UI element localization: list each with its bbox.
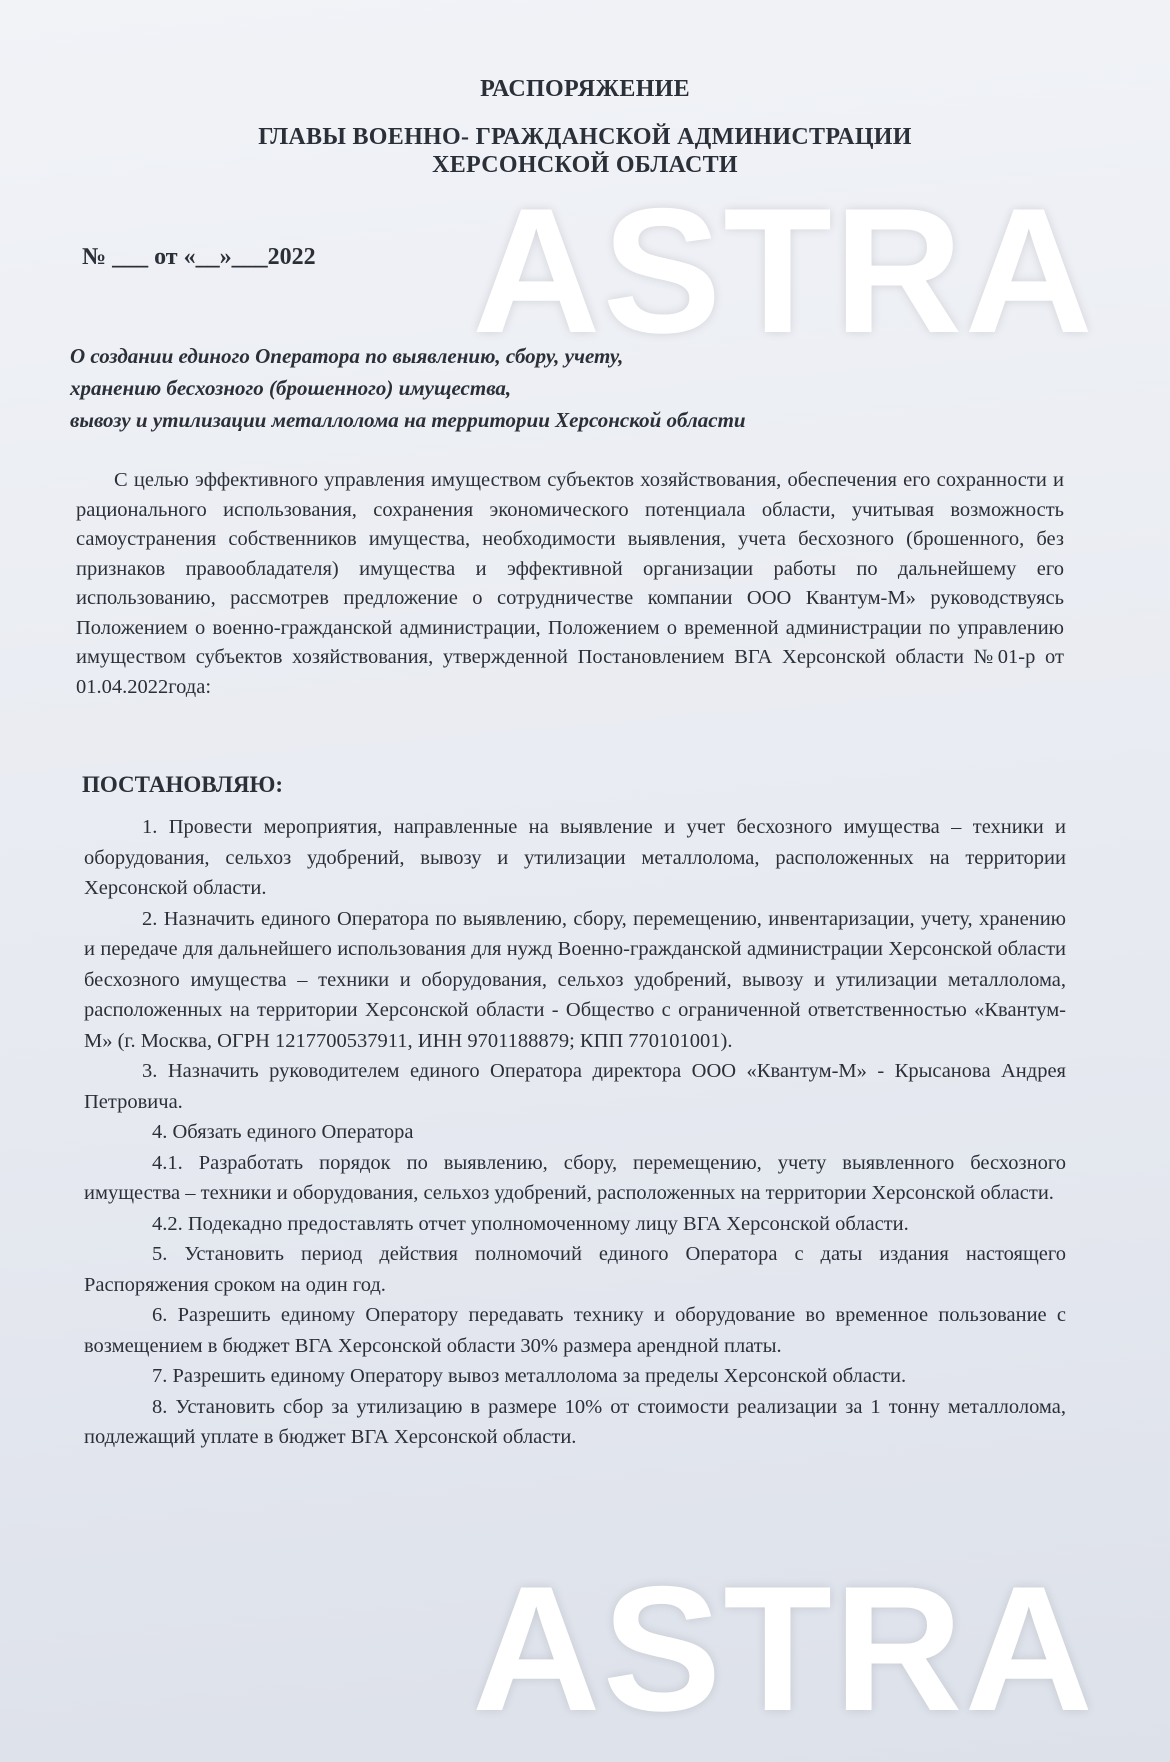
subject-line: вывозу и утилизации металлолома на территории Херсонской области <box>70 408 746 432</box>
decree-item-3: 3. Назначить руководителем единого Оператора директора ООО «Квантум-М» - Крысанова Андрея Петровича. <box>84 1060 1066 1113</box>
decree-item-5: 5. Установить период действия полномочий единого Оператора с даты издания настоящего Распоряжения сроком на один год. <box>84 1243 1066 1296</box>
astra-watermark-bottom: ASTRA <box>472 1549 1096 1748</box>
preamble-paragraph: С целью эффективного управления имуществом субъектов хозяйствования, обеспечения его сохранности и рационального использования, сохранения экономического потенциала области, учитывая возможность самоустранения собственников имущества, необходимости выявления, учета бесхозного (брошенного, без признаков правообладателя) имущества и эффективной организации работы по дальнейшему его использованию, рассмотрев предложение о сотрудничестве компании ООО Квантум-М» руководствуясь Положением о военно-гражданской администрации, Положением о временной администрации по управлению имуществом субъектов хозяйствования, утвержденной Постановлением ВГА Херсонской области №01-р от 01.04.2022года: <box>76 469 1064 698</box>
decree-item-4: 4. Обязать единого Оператора <box>152 1121 414 1143</box>
decree-item-6: 6. Разрешить единому Оператору передавать технику и оборудование во временное пользование с возмещением в бюджет ВГА Херсонской области 30% размера арендной платы. <box>84 1304 1066 1357</box>
decree-item-2: 2. Назначить единого Оператора по выявлению, сбору, перемещению, инвентаризации, учету, хранению и передаче для дальнейшего использования для нужд Военно-гражданской администрации Херсонской области бесхозного имущества – техники и оборудования, сельхоз удобрений, вывозу и утилизации металлолома, расположенных на территории Херсонской области - Общество с ограниченной ответственностью «Квантум-М» (г. Москва, ОГРН 1217700537911, ИНН 9701188879; КПП 770101001). <box>84 907 1066 1052</box>
decree-item-1: 1. Провести мероприятия, направленные на выявление и учет бесхозного имущества – техники и оборудования, сельхоз удобрений, вывозу и утилизации металлолома, расположенных на территории Херсонской области. <box>84 816 1066 899</box>
issuer-line-1: ГЛАВЫ ВОЕННО- ГРАЖДАНСКОЙ АДМИНИСТРАЦИИ <box>258 124 912 150</box>
decree-item-4-2: 4.2. Подекадно предоставлять отчет уполномоченному лицу ВГА Херсонской области. <box>152 1212 909 1235</box>
document-number-date: № ___ от «__»___2022 <box>82 244 316 270</box>
issuer-line-2: ХЕРСОНСКОЙ ОБЛАСТИ <box>432 152 738 178</box>
decree-item-8: 8. Установить сбор за утилизацию в размере 10% от стоимости реализации за 1 тонну металлолома, подлежащий уплате в бюджет ВГА Херсонской области. <box>84 1395 1066 1448</box>
decree-items <box>84 812 1066 1453</box>
subject-line: хранению бесхозного (брошенного) имущества, <box>70 376 512 400</box>
astra-watermark-top: ASTRA <box>472 171 1096 370</box>
preamble-section <box>76 466 1064 702</box>
decree-item-4-1: 4.1. Разработать порядок по выявлению, сбору, перемещению, учету выявленного бесхозного имущества – техники и оборудования, сельхоз удобрений, расположенных на территории Херсонской области. <box>84 1151 1066 1204</box>
document-type-title: РАСПОРЯЖЕНИЕ <box>480 76 690 102</box>
decree-item-7: 7. Разрешить единому Оператору вывоз металлолома за пределы Херсонской области. <box>152 1365 907 1387</box>
subject-line: О создании единого Оператора по выявлению, сбору, учету, <box>70 344 624 368</box>
decree-heading: ПОСТАНОВЛЯЮ: <box>82 772 284 797</box>
